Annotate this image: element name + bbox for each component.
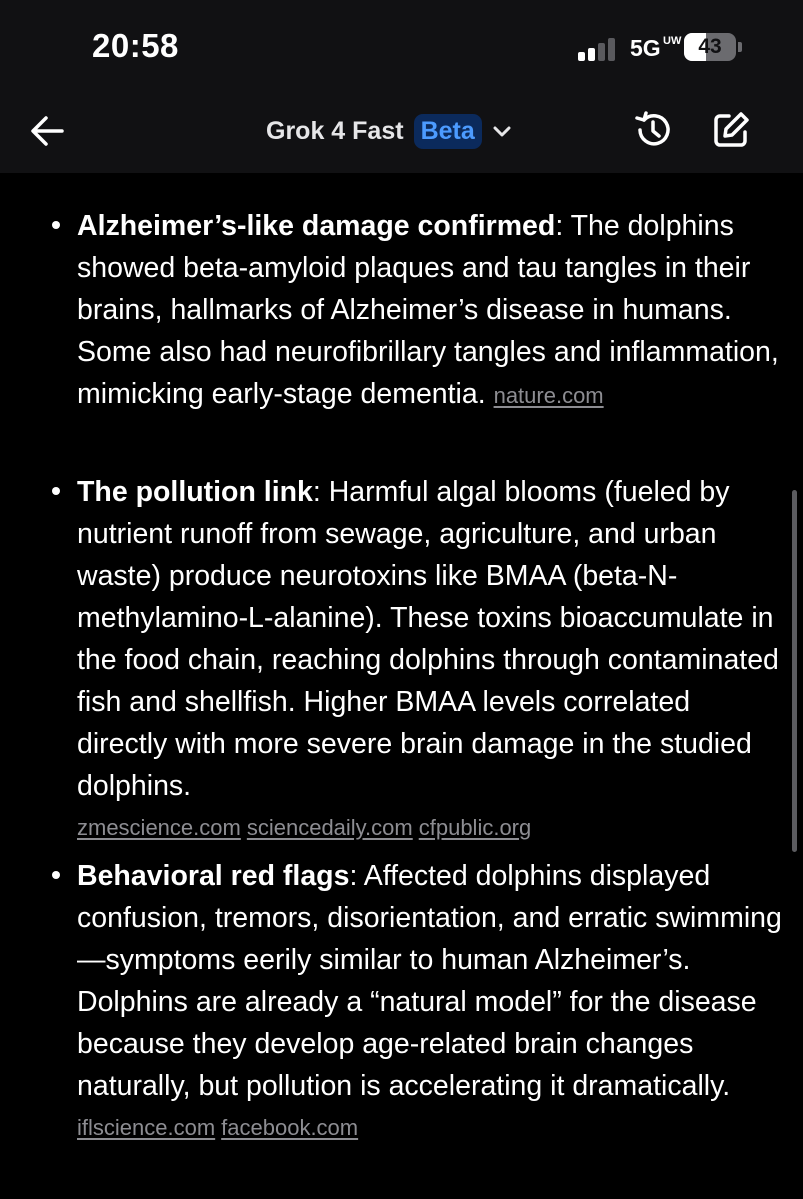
battery-level: 43 (698, 35, 722, 58)
chevron-down-icon (490, 119, 514, 143)
bullet-title: Alzheimer’s-like damage confirmed (77, 210, 556, 242)
beta-badge: Beta (414, 114, 482, 149)
compose-icon (710, 109, 752, 151)
model-selector[interactable] (266, 109, 514, 153)
battery-tip (738, 42, 742, 52)
compose-button[interactable] (710, 109, 752, 151)
scrollbar[interactable] (792, 490, 797, 852)
arrow-left-icon (26, 109, 70, 153)
bullet-title: Behavioral red flags (77, 860, 350, 892)
bullet-text (77, 855, 787, 1145)
bullet-title: The pollution link (77, 476, 313, 508)
source-link[interactable]: cfpublic.org (418, 815, 532, 840)
source-link[interactable]: nature.com (493, 383, 604, 408)
source-link[interactable]: facebook.com (221, 1115, 359, 1140)
model-name: Grok 4 Fast (266, 116, 404, 145)
bullet-icon (52, 221, 60, 229)
history-button[interactable] (632, 109, 674, 151)
status-time: 20:58 (92, 27, 179, 64)
source-link[interactable]: zmescience.com (77, 815, 241, 840)
cellular-signal-icon (578, 37, 620, 61)
bullet-text (77, 471, 787, 845)
chat-message (0, 173, 803, 1199)
bullet-body: : Harmful algal blooms (fueled by nutrient runoff from sewage, agriculture, and urban waste) produce neurotoxins like BMAA (beta-N-methylamino-L-alanine). These toxins bioaccumulate in the food chain, reaching dolphins through contaminated fish and shellfish. Higher BMAA levels correlated directly with more severe brain damage in the studied dolphins. (77, 476, 779, 802)
source-link[interactable]: sciencedaily.com (246, 815, 413, 840)
back-button[interactable] (26, 109, 70, 153)
bullet-body: : Affected dolphins displayed confusion, tremors, disorientation, and erratic swimming—symptoms eerily similar to human Alzheimer’s. Dolphins are already a “natural model” for the disease because they develop age-related brain changes naturally, but pollution is accelerating it dramatically. (77, 860, 782, 1102)
status-bar (0, 0, 803, 95)
network-subtype: UW (663, 35, 682, 47)
bullet-text (77, 205, 787, 417)
bullet-icon (52, 871, 60, 879)
source-link[interactable]: iflscience.com (77, 1115, 216, 1140)
bullet-body: : The dolphins showed beta-amyloid plaques and tau tangles in their brains, hallmarks of Alzheimer’s disease in humans. Some also had neurofibrillary tangles and inflammation, mimicking early-stage dementia. (77, 210, 779, 410)
battery-icon (684, 33, 736, 61)
bullet-icon (52, 487, 60, 495)
nav-bar (0, 95, 803, 173)
network-type: 5G (630, 35, 661, 61)
history-icon (632, 109, 674, 151)
